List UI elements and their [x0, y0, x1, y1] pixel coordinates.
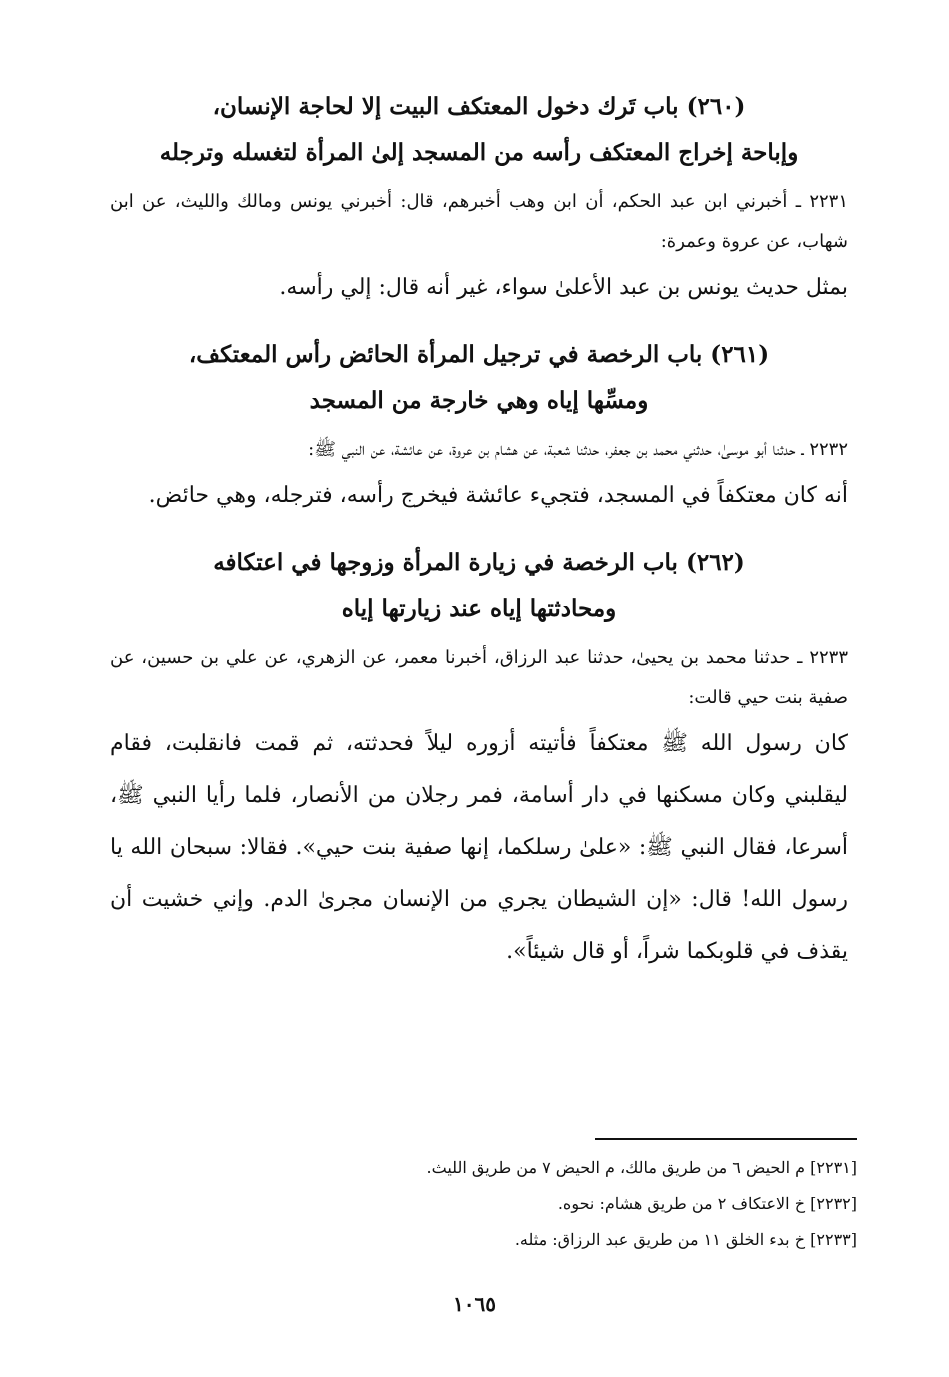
heading-line: ومسِّها إياه وهي خارجة من المسجد	[309, 387, 649, 414]
hadith-text-2231: بمثل حديث يونس بن عبد الأعلىٰ سواء، غير أنه قال: إلي رأسه.	[279, 275, 848, 300]
heading-line: (٢٦١) باب الرخصة في ترجيل المرأة الحائض رأس المعتكف،	[188, 341, 770, 368]
heading-line: (٢٦٢) باب الرخصة في زيارة المرأة وزوجها في اعتكافه	[213, 549, 745, 576]
hadith-text-2233: كان رسول الله ﷺ معتكفاً فأتيته أزوره ليلاً فحدثته، ثم قمت فانقلبت، فقام ليقلبني وكان مسكنها في دار أسامة، فمر رجلان من الأنصار، فلما رأيا النبي ﷺ، أسرعا، فقال النبي ﷺ: «علىٰ رسلكما، إنها صفية بنت حيي». فقالا: سبحان الله يا رسول الله! قال: «إن الشيطان يجري من الإنسان مجرىٰ الدم. وإني خشيت أن يقذف في قلوبكما شراً، أو قال شيئاً».	[110, 731, 848, 964]
chapter-heading	[110, 540, 848, 632]
chapter-heading	[110, 84, 848, 176]
chapter-260	[110, 84, 848, 314]
hadith-isnad-2233: ٢٢٣٣ ـ حدثنا محمد بن يحيىٰ، حدثنا عبد الرزاق، أخبرنا معمر، عن الزهري، عن علي بن حسين، عن صفية بنت حيي قالت:	[110, 647, 848, 708]
hadith-text-2232: أنه كان معتكفاً في المسجد، فتجيء عائشة فيخرج رأسه، فترجله، وهي حائض.	[148, 483, 848, 508]
footnote-2233: [٢٢٣٣] خ بدء الخلق ١١ من طريق عبد الرزاق: مثله.	[514, 1230, 857, 1249]
footnote-2231: [٢٢٣١] م الحيض ٦ من طريق مالك، م الحيض ٧ من طريق الليث.	[426, 1158, 857, 1177]
hadith-isnad-2231: ٢٢٣١ ـ أخبرني ابن عبد الحكم، أن ابن وهب أخبرهم، قال: أخبرني يونس ومالك والليث، عن ابن شهاب، عن عروة وعمرة:	[110, 191, 848, 252]
footnote-divider	[595, 1138, 857, 1140]
chapter-heading	[110, 332, 848, 424]
chapter-262	[110, 540, 848, 978]
heading-line: ومحادثتها إياه عند زيارتها إياه	[341, 595, 617, 622]
page-body	[110, 70, 848, 984]
page-number: ١٠٦٥	[453, 1292, 496, 1316]
hadith-isnad-2232: ٢٢٣٢ ـ حدثنا أبو موسىٰ، حدثني محمد بن جعفر، حدثنا شعبة، عن هشام بن عروة، عن عائشة، عن النبي ﷺ:	[308, 439, 848, 460]
footnotes	[157, 1150, 857, 1258]
heading-line: وإباحة إخراج المعتكف رأسه من المسجد إلىٰ المرأة لتغسله وترجله	[159, 139, 799, 166]
footnote-2232: [٢٢٣٢] خ الاعتكاف ٢ من طريق هشام: نحوه.	[557, 1194, 857, 1213]
heading-line: (٢٦٠) باب تَرك دخول المعتكف البيت إلا لحاجة الإنسان،	[212, 93, 746, 120]
chapter-261	[110, 332, 848, 522]
